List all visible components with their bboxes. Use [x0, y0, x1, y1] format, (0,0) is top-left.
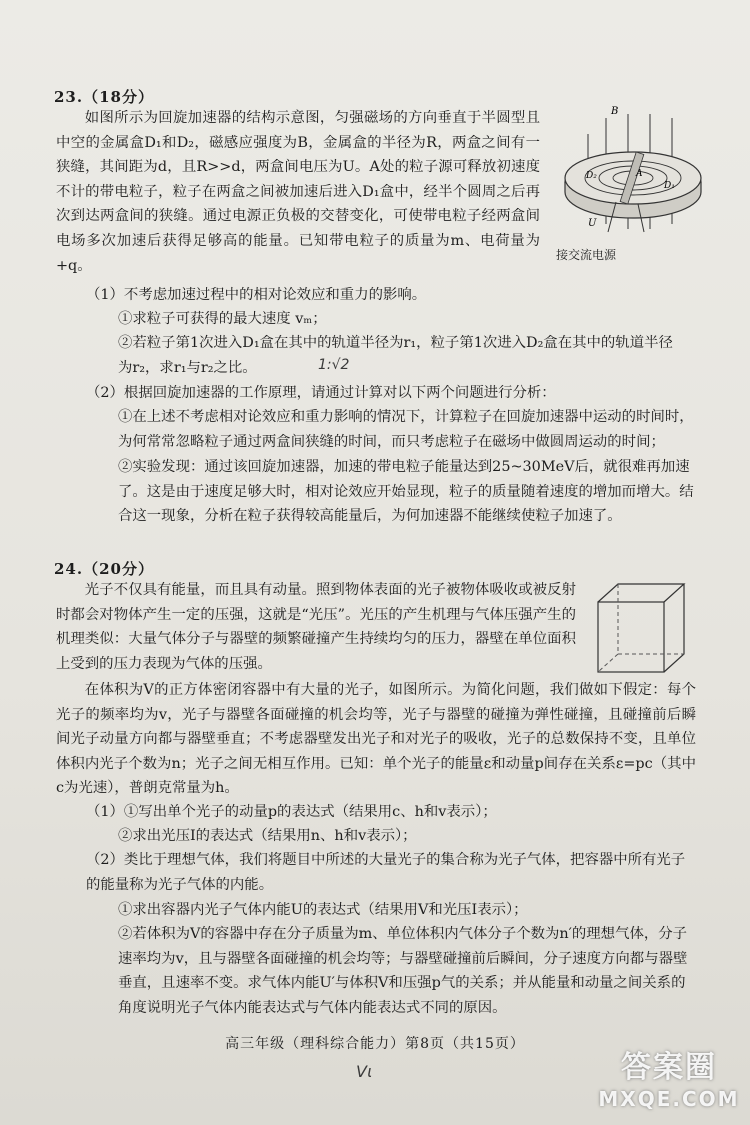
- q23-part2-b: ②实验发现：通过该回旋加速器，加速的带电粒子能量达到25~30MeV后，就很难再加速了。这是由于速度足够大时，相对论效应开始显现，粒子的质量随着速度的增加而增大。结合这一现象，分析在粒子获得较高能量后，为何加速器不能继续使粒子加速了。: [118, 459, 694, 525]
- figure-caption: 接交流电源: [556, 248, 617, 262]
- q24-part2-b: ②若体积为V的容器中存在分子质量为m、单位体积内气体分子个数为n′的理想气体，分子速率均为v，且与器壁各面碰撞的机会均等；与器壁碰撞前后瞬间，分子速度方向都与器壁垂直，且速率不变。求气体内能U′与体积V和压强p气的关系；并从能量和动量之间关系的角度说明光子气体内能表达式与气体内能表达式不同的原因。: [118, 926, 688, 1016]
- handwritten-ratio: 1:√2: [318, 357, 350, 373]
- q24-part2-a: ①求出容器内光子气体内能U的表达式（结果用V和光压I表示）；: [118, 902, 528, 918]
- label-D2: D₂: [586, 171, 597, 181]
- watermark-line1: 答案圈: [621, 1050, 717, 1085]
- q23-header: 23.（18分）: [54, 88, 154, 106]
- cyclotron-figure: [558, 104, 708, 244]
- q23-part2-a: ①在上述不考虑相对论效应和重力影响的情况下，计算粒子在回旋加速器中运动的时间时，为何常常忽略粒子通过两盒间狭缝的时间，而只考虑粒子在磁场中做圆周运动的时间；: [118, 409, 694, 450]
- q24-part2: （2）类比于理想气体，我们将题目中所述的大量光子的集合称为光子气体，把容器中所有光子的能量称为光子气体的内能。: [86, 852, 686, 893]
- label-U: U: [588, 218, 597, 229]
- q24-part1: （1）①写出单个光子的动量p的表达式（结果用c、h和v表示）；: [86, 804, 497, 820]
- q24-header: 24.（20分）: [54, 560, 154, 578]
- watermark-line2: MXQE.COM: [598, 1087, 740, 1111]
- q23-part1-b: ②若粒子第1次进入D₁盒在其中的轨道半径为r₁，粒子第1次进入D₂盒在其中的轨道半径为r₂，求r₁与r₂之比。: [118, 335, 673, 376]
- q23-part2: （2）根据回旋加速器的工作原理，请通过计算对以下两个问题进行分析：: [86, 385, 556, 401]
- q23-part1: （1）不考虑加速过程中的相对论效应和重力的影响。: [86, 287, 427, 303]
- q23-part1-a: ①求粒子可获得的最大速度 vₘ；: [118, 311, 327, 327]
- q24-part1-b: ②求出光压I的表达式（结果用n、h和v表示）；: [118, 828, 417, 844]
- label-D1: D₁: [664, 181, 675, 191]
- q23-intro: 如图所示为回旋加速器的结构示意图，匀强磁场的方向垂直于半圆型且中空的金属盒D₁和D₂，磁感应强度为B，金属盒的半径为R，两盒之间有一狭缝，其间距为d，且R>>d，两盒间电压为U。A处的粒子源可释放初速度不计的带电粒子，粒子在两盒之间被加速后进入D₁盒中，经半个圆周之后再次到达两盒间的狭缝。通过电源正负极的交替变化，可使带电粒子经两盒间电场多次加速后获得足够高的能量。已知带电粒子的质量为m、电荷量为+q。: [56, 110, 540, 274]
- page-footer: 高三年级（理科综合能力）第8页（共15页）: [225, 1036, 525, 1052]
- q24-intro1: 光子不仅具有能量，而且具有动量。照到物体表面的光子被物体吸收或被反射时都会对物体产生一定的压强，这就是“光压”。光压的产生机理与气体压强产生的机理类似：大量气体分子与器壁的频繁碰撞产生持续均匀的压力，器壁在单位面积上受到的压力表现为气体的压强。: [56, 582, 576, 672]
- cube-figure: [592, 580, 692, 680]
- label-B: B: [611, 106, 619, 117]
- label-A: A: [636, 169, 643, 179]
- watermark-logo: [594, 1049, 744, 1119]
- q24-intro2: 在体积为V的正方体密闭容器中有大量的光子，如图所示。为简化问题，我们做如下假定：每个光子的频率均为v，光子与器壁各面碰撞的机会均等，光子与器壁的碰撞为弹性碰撞，且碰撞前后瞬间光子动量方向都与器壁垂直；不考虑器壁发出光子和对光子的吸收，光子的总数保持不变，且单位体积内光子个数为n；光子之间无相互作用。已知：单个光子的能量ε和动量p间存在关系ε=pc（其中c为光速），普朗克常量为h。: [56, 682, 696, 797]
- handwritten-footer-mark: Vɩ: [356, 1062, 374, 1081]
